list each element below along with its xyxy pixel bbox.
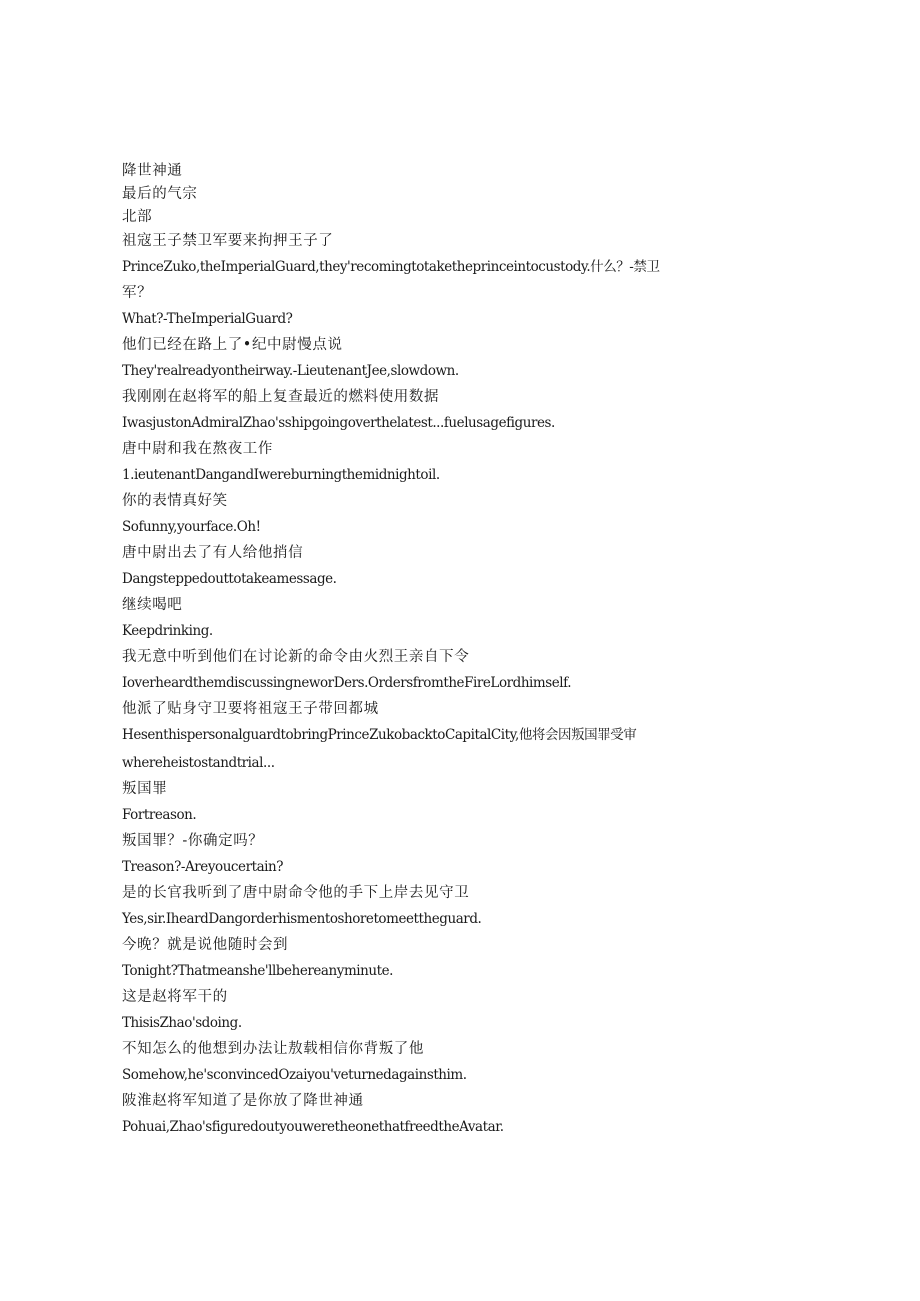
transcript-line: Keepdrinking. — [122, 623, 213, 639]
transcript-line: 继续喝吧 — [122, 597, 183, 613]
transcript-line: Dangsteppedouttotakeamessage. — [122, 571, 337, 587]
transcript-line: 我刚刚在赵将军的船上复查最近的燃料使用数据 — [122, 389, 440, 405]
subtitle-line: 最后的气宗 — [122, 186, 198, 202]
transcript-line: 这是赵将军干的 — [122, 989, 228, 1005]
transcript-line: 不知怎么的他想到办法让敖载相信你背叛了他 — [122, 1041, 424, 1057]
transcript-line: 你的表情真好笑 — [122, 493, 228, 509]
title-block — [122, 160, 702, 229]
transcript-line: 今晚？就是说他随时会到 — [122, 937, 289, 953]
transcript-line: Yes,sir.IheardDangorderhismentoshoretomeettheguard. — [122, 911, 482, 927]
title-line: 降世神通 — [122, 163, 183, 179]
transcript-line: Somehow,he'sconvincedOzaiyou'veturnedagainsthim. — [122, 1067, 467, 1083]
transcript-line: PrinceZuko,theImperialGuard,they'recomingtotaketheprinceintocustody.什么？-禁卫 — [122, 259, 660, 275]
transcript-line: 他派了贴身守卫要将祖寇王子带回都城 — [122, 701, 379, 717]
transcript-line: Pohuai,Zhao'sfiguredoutyouweretheonethatfreedtheAvatar. — [122, 1119, 504, 1135]
transcript-line: 陂淮赵将军知道了是你放了降世神通 — [122, 1093, 364, 1109]
transcript-line: 他们已经在路上了•纪中尉慢点说 — [122, 337, 343, 353]
transcript-line: 叛国罪？-你确定吗？ — [122, 833, 264, 849]
transcript-line: 叛国罪 — [122, 781, 168, 797]
subtitle-transcript — [122, 160, 702, 1141]
transcript-line: ThisisZhao'sdoing. — [122, 1015, 242, 1031]
transcript-line: IwasjustonAdmiralZhao'sshipgoingoverthelatest...fuelusagefigures. — [122, 415, 555, 431]
transcript-line: IoverheardthemdiscussingneworDers.OrdersfromtheFireLordhimself. — [122, 675, 572, 691]
transcript-line: Fortreason. — [122, 807, 197, 823]
transcript-line: Sofunny,yourface.Oh! — [122, 519, 261, 535]
transcript-line: Tonight?Thatmeanshe'llbehereanyminute. — [122, 963, 394, 979]
transcript-line: 唐中尉和我在熬夜工作 — [122, 441, 273, 457]
transcript-line: 是的长官我听到了唐中尉命令他的手下上岸去见守卫 — [122, 885, 470, 901]
transcript-line: 祖寇王子禁卫军要来拘押王子了 — [122, 233, 334, 249]
transcript-line: 我无意中听到他们在讨论新的命令由火烈王亲自下令 — [122, 649, 470, 665]
transcript-line: 唐中尉出去了有人给他捎信 — [122, 545, 304, 561]
transcript-line: 1.ieutenantDangandIwereburningthemidnightoil. — [122, 467, 440, 483]
transcript-line: What?-TheImperialGuard? — [122, 311, 293, 327]
transcript-line: They'realreadyontheirway.-LieutenantJee,slowdown. — [122, 363, 459, 379]
transcript-line: 军？ — [122, 285, 153, 301]
episode-line: 北部 — [122, 209, 153, 225]
transcript-line: HesenthispersonalguardtobringPrinceZukobacktoCapitalCity,他将会因叛国罪受审 — [122, 727, 637, 743]
transcript-line: Treason?-Areyoucertain? — [122, 859, 284, 875]
transcript-line: whereheistostandtrial... — [122, 755, 275, 771]
